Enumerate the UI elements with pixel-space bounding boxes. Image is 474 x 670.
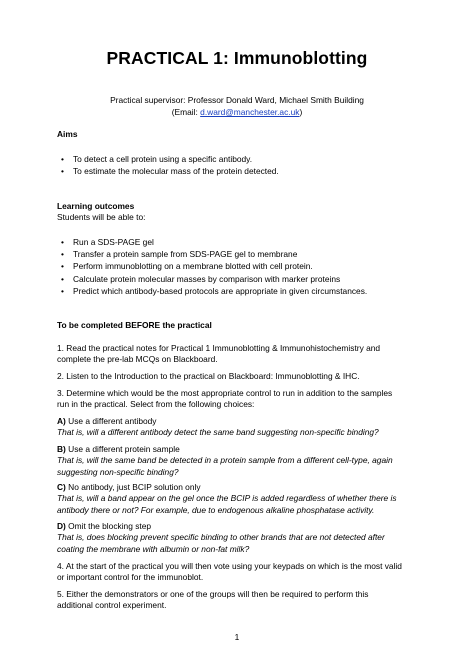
option-text: Use a different antibody <box>65 416 157 426</box>
step-4 <box>57 561 422 584</box>
supervisor-info <box>0 94 474 118</box>
email-prefix: (Email: <box>171 107 201 117</box>
step-5-line: additional control experiment. <box>57 600 167 611</box>
learning-outcomes-heading: Learning outcomes <box>57 201 135 211</box>
step-5 <box>57 589 422 612</box>
option-title <box>57 482 422 493</box>
step-1-line: 1. Read the practical notes for Practical 1 Immunoblotting & Immunohistochemistry and <box>57 343 381 353</box>
option-title <box>57 416 422 427</box>
page-title: PRACTICAL 1: Immunoblotting <box>106 48 368 68</box>
step-1 <box>57 343 422 366</box>
option-a <box>57 416 422 439</box>
aims-heading: Aims <box>57 129 78 139</box>
step-4-line: or important control for the immunoblot. <box>57 572 204 583</box>
learning-outcomes-intro: Students will be able to: <box>57 212 146 222</box>
option-explanation: antibody there or not? For example, due to endogenous alkaline phosphatase activity. <box>57 504 375 515</box>
email-suffix: ) <box>299 107 303 117</box>
option-explanation: coating the membrane with albumin or non-fat milk? <box>57 543 250 554</box>
aims-list <box>57 153 422 177</box>
option-title <box>57 521 422 532</box>
email-line <box>0 106 474 118</box>
before-practical-heading: To be completed BEFORE the practical <box>57 320 212 330</box>
option-explanation: That is, does blocking prevent specific binding to other brands that are not detected after <box>57 532 385 543</box>
step-3-line: 3. Determine which would be the most appropriate control to run in addition to the samples <box>57 388 393 398</box>
list-item: • Predict which antibody-based protocols are appropriate in given circumstances. <box>57 285 422 297</box>
option-letter: B) <box>57 444 66 454</box>
option-b <box>57 444 422 478</box>
step-2: 2. Listen to the Introduction to the practical on Blackboard: Immunoblotting & IHC. <box>57 371 360 381</box>
option-text: Omit the blocking step <box>65 521 152 531</box>
list-item: • To detect a cell protein using a specific antibody. <box>57 153 422 165</box>
step-3 <box>57 388 422 411</box>
list-item: • To estimate the molecular mass of the protein detected. <box>57 165 422 177</box>
supervisor-line: Practical supervisor: Professor Donald Ward, Michael Smith Building <box>110 95 364 105</box>
list-item: • Run a SDS-PAGE gel <box>57 236 422 248</box>
option-text: Use a different protein sample <box>65 444 180 454</box>
option-c <box>57 482 422 516</box>
list-item: • Perform immunoblotting on a membrane blotted with cell protein. <box>57 260 422 272</box>
option-d <box>57 521 422 555</box>
step-1-line: complete the pre-lab MCQs on Blackboard. <box>57 354 218 365</box>
option-explanation: That is, will the same band be detected in a protein sample from a different cell-type, again <box>57 455 393 466</box>
option-explanation: suggesting non-specific binding? <box>57 466 179 477</box>
page-number: 1 <box>234 632 240 642</box>
option-title <box>57 444 422 455</box>
list-item: • Calculate protein molecular masses by comparison with marker proteins <box>57 273 422 285</box>
learning-outcomes-list <box>57 236 422 297</box>
list-item: • Transfer a protein sample from SDS-PAGE gel to membrane <box>57 248 422 260</box>
option-explanation: That is, will a different antibody detect the same band suggesting non-specific binding? <box>57 427 379 438</box>
step-5-line: 5. Either the demonstrators or one of the groups will then be required to perform this <box>57 589 369 599</box>
option-text: No antibody, just BCIP solution only <box>65 482 201 492</box>
step-4-line: 4. At the start of the practical you will then vote using your keypads on which is the most valid <box>57 561 402 571</box>
step-3-line: run in the practical. Select from the following choices: <box>57 399 255 410</box>
option-explanation: That is, will a band appear on the gel once the BCIP is added regardless of whether there is <box>57 493 397 504</box>
option-letter: C) <box>57 482 66 492</box>
option-letter: D) <box>57 521 66 531</box>
option-letter: A) <box>57 416 66 426</box>
email-link[interactable]: d.ward@manchester.ac.uk <box>200 107 300 117</box>
